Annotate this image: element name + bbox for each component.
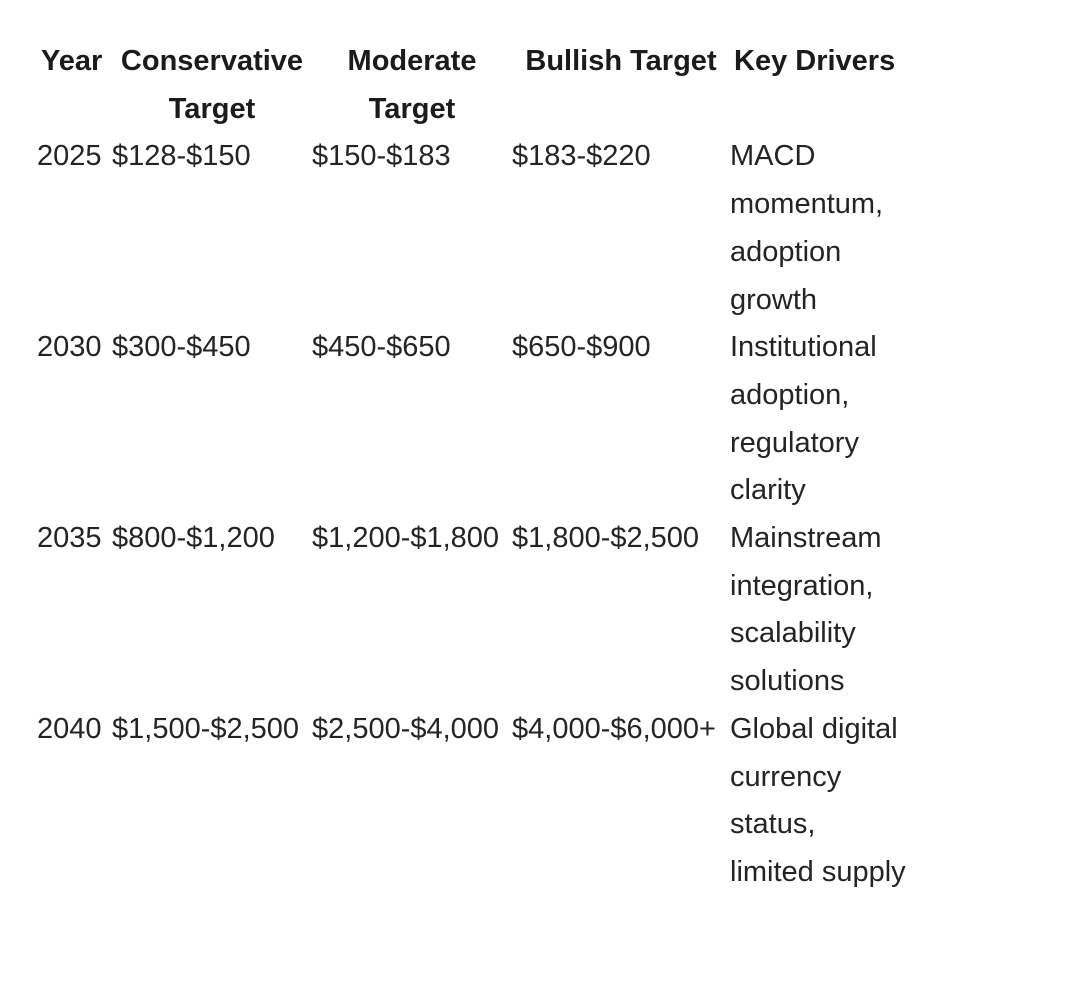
header-moderate-target: Moderate Target: [347, 45, 477, 125]
header-year: Year: [41, 45, 103, 77]
header-bullish-target: Bullish Target: [525, 45, 717, 77]
cell-moderate-target: $450-$650: [312, 331, 451, 364]
cell-bullish-target: $1,800-$2,500: [512, 522, 700, 555]
price-target-table-container: [37, 38, 906, 897]
cell-bullish-target: $183-$220: [512, 140, 651, 173]
cell-year: 2025: [37, 140, 102, 173]
table-header: [37, 38, 906, 133]
header-row: [37, 38, 906, 133]
cell-conservative-target: $300-$450: [112, 331, 251, 364]
table-row: [37, 324, 906, 515]
cell-moderate-target: $2,500-$4,000: [312, 712, 500, 745]
cell-key-drivers: Global digital currency status, limited supply: [730, 712, 906, 888]
cell-bullish-target: $650-$900: [512, 331, 651, 364]
cell-moderate-target: $150-$183: [312, 140, 451, 173]
cell-moderate-target: $1,200-$1,800: [312, 522, 500, 555]
cell-key-drivers: MACD momentum, adoption growth: [730, 140, 884, 316]
cell-conservative-target: $128-$150: [112, 140, 251, 173]
cell-year: 2030: [37, 331, 102, 364]
price-target-table: [37, 38, 906, 897]
table-row: [37, 515, 906, 706]
header-key-drivers: Key Drivers: [734, 45, 896, 77]
table-row: [37, 133, 906, 324]
table-body: [37, 133, 906, 896]
cell-conservative-target: $1,500-$2,500: [112, 712, 300, 745]
cell-conservative-target: $800-$1,200: [112, 522, 275, 555]
table-row: [37, 706, 906, 897]
cell-year: 2035: [37, 522, 102, 555]
header-conservative-target: Conservative Target: [120, 45, 304, 125]
cell-key-drivers: Mainstream integration, scalability solutions: [730, 522, 882, 698]
cell-key-drivers: Institutional adoption, regulatory clarity: [730, 331, 877, 507]
cell-year: 2040: [37, 712, 102, 745]
cell-bullish-target: $4,000-$6,000+: [512, 712, 716, 745]
